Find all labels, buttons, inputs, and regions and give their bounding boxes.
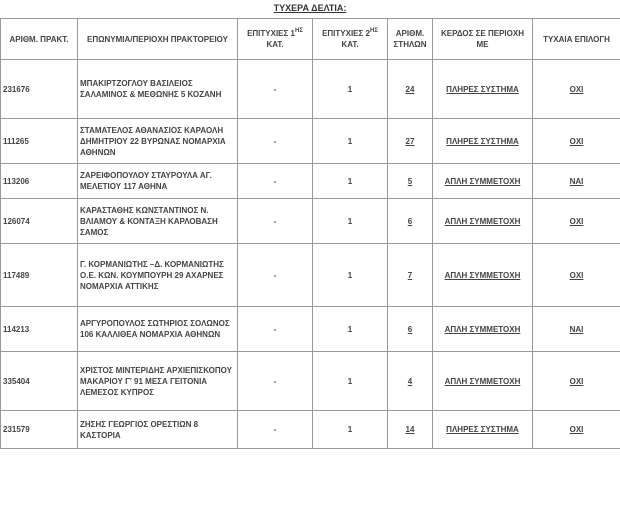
columns-count-cell (388, 411, 433, 449)
random-selection-link[interactable]: ΟΧΙ (569, 376, 584, 386)
agency-name-cell: ΜΠΑΚΙΡΤΖΟΓΛΟΥ ΒΑΣΙΛΕΙΟΣ ΣΑΛΑΜΙΝΟΣ & ΜΕΘΩΝΗΣ 5 ΚΟΖΑΝΗ (78, 60, 238, 119)
agency-no-cell: 113206 (1, 164, 78, 199)
random-selection-cell (533, 244, 620, 307)
random-selection-cell (533, 60, 620, 119)
table-row (1, 60, 620, 119)
first-category-wins-cell: - (238, 119, 313, 164)
first-category-wins-cell: - (238, 411, 313, 449)
random-selection-link[interactable]: ΝΑΙ (569, 324, 584, 334)
columns-count-link[interactable]: 5 (407, 176, 413, 186)
columns-count-link[interactable]: 6 (407, 216, 413, 226)
random-selection-cell (533, 411, 620, 449)
header-agency-name: ΕΠΩΝΥΜΙΑ/ΠΕΡΙΟΧΗ ΠΡΑΚΤΟΡΕΙΟΥ (78, 19, 238, 60)
header-agency-no: ΑΡΙΘΜ. ΠΡΑΚΤ. (1, 19, 78, 60)
table-row (1, 119, 620, 164)
agency-name-cell: ΣΤΑΜΑΤΕΛΟΣ ΑΘΑΝΑΣΙΟΣ ΚΑΡΑΟΛΗ ΔΗΜΗΤΡΙΟΥ 22 ΒΥΡΩΝΑΣ ΝΟΜΑΡΧΙΑ ΑΘΗΝΩΝ (78, 119, 238, 164)
profit-type-link[interactable]: ΠΛΗΡΕΣ ΣΥΣΤΗΜΑ (446, 425, 519, 434)
agency-name-cell: ΚΑΡΑΣΤΑΘΗΣ ΚΩΝΣΤΑΝΤΙΝΟΣ Ν. ΒΛΙΑΜΟΥ & ΚΟΝΤΑΞΗ ΚΑΡΛΟΒΑΣΗ ΣΑΜΟΣ (78, 199, 238, 244)
profit-type-link[interactable]: ΠΛΗΡΕΣ ΣΥΣΤΗΜΑ (446, 84, 519, 94)
header-second-category-wins: ΕΠΙΤΥΧΙΕΣ $2^{H\Sigma}$ ΚΑΤ. (313, 19, 388, 60)
random-selection-link[interactable]: ΟΧΙ (569, 425, 584, 434)
agency-no-cell: 126074 (1, 199, 78, 244)
profit-type-cell (433, 307, 533, 352)
profit-type-cell (433, 119, 533, 164)
lucky-tickets-table (0, 18, 620, 449)
profit-type-link[interactable]: ΠΛΗΡΕΣ ΣΥΣΤΗΜΑ (446, 136, 519, 146)
table-row (1, 199, 620, 244)
agency-no-cell: 231579 (1, 411, 78, 449)
second-category-wins-cell: 1 (313, 60, 388, 119)
columns-count-cell (388, 244, 433, 307)
profit-type-link[interactable]: ΑΠΛΗ ΣΥΜΜΕΤΟΧΗ (444, 176, 521, 186)
first-category-wins-cell: - (238, 352, 313, 411)
columns-count-link[interactable]: 27 (405, 136, 415, 146)
columns-count-link[interactable]: 4 (407, 376, 413, 386)
profit-type-link[interactable]: ΑΠΛΗ ΣΥΜΜΕΤΟΧΗ (444, 216, 521, 226)
second-category-wins-cell: 1 (313, 119, 388, 164)
profit-type-link[interactable]: ΑΠΛΗ ΣΥΜΜΕΤΟΧΗ (444, 270, 521, 280)
table-row (1, 244, 620, 307)
profit-type-cell (433, 60, 533, 119)
columns-count-link[interactable]: 6 (407, 324, 413, 334)
first-category-wins-cell: - (238, 60, 313, 119)
columns-count-cell (388, 199, 433, 244)
columns-count-cell (388, 60, 433, 119)
second-category-wins-cell: 1 (313, 352, 388, 411)
table-header-row (1, 19, 620, 60)
profit-type-cell (433, 244, 533, 307)
header-profit-type: ΚΕΡΔΟΣ ΣΕ ΠΕΡΙΟΧΗ ΜΕ (433, 19, 533, 60)
random-selection-link[interactable]: ΟΧΙ (569, 270, 584, 280)
random-selection-cell (533, 307, 620, 352)
agency-name-cell: Γ. ΚΟΡΜΑΝΙΩΤΗΣ –Δ. ΚΟΡΜΑΝΙΩΤΗΣ Ο.Ε. ΚΩΝ. ΚΟΥΜΠΟΥΡΗ 29 ΑΧΑΡΝΕΣ ΝΟΜΑΡΧΙΑ ΑΤΤΙΚΗΣ (78, 244, 238, 307)
agency-name-cell: ΖΗΣΗΣ ΓΕΩΡΓΙΟΣ ΟΡΕΣΤΙΩΝ 8 ΚΑΣΤΟΡΙΑ (78, 411, 238, 449)
header-first-category-wins: ΕΠΙΤΥΧΙΕΣ $1^{H\Sigma}$ ΚΑΤ. (238, 19, 313, 60)
table-row (1, 307, 620, 352)
page-title: ΤΥΧΕΡΑ ΔΕΛΤΙΑ: (273, 3, 347, 13)
table-row (1, 352, 620, 411)
columns-count-link[interactable]: 24 (405, 84, 415, 94)
agency-no-cell: 335404 (1, 352, 78, 411)
second-category-wins-cell: 1 (313, 199, 388, 244)
first-category-wins-cell: - (238, 244, 313, 307)
profit-type-link[interactable]: ΑΠΛΗ ΣΥΜΜΕΤΟΧΗ (444, 324, 521, 334)
columns-count-cell (388, 119, 433, 164)
profit-type-cell (433, 164, 533, 199)
agency-no-cell: 231676 (1, 60, 78, 119)
columns-count-link[interactable]: 14 (405, 425, 415, 434)
first-category-wins-cell: - (238, 164, 313, 199)
random-selection-cell (533, 119, 620, 164)
random-selection-link[interactable]: ΟΧΙ (569, 216, 584, 226)
first-category-wins-cell: - (238, 199, 313, 244)
profit-type-cell (433, 411, 533, 449)
columns-count-cell (388, 164, 433, 199)
header-random-selection: ΤΥΧΑΙΑ ΕΠΙΛΟΓΗ (533, 19, 620, 60)
second-category-wins-cell: 1 (313, 164, 388, 199)
profit-type-cell (433, 199, 533, 244)
second-category-wins-cell: 1 (313, 307, 388, 352)
agency-name-cell: ΑΡΓΥΡΟΠΟΥΛΟΣ ΣΩΤΗΡΙΟΣ ΣΟΛΩΝΟΣ 106 ΚΑΛΛΙΘΕΑ ΝΟΜΑΡΧΙΑ ΑΘΗΝΩΝ (78, 307, 238, 352)
table-row (1, 164, 620, 199)
agency-no-cell: 117489 (1, 244, 78, 307)
table-row (1, 411, 620, 449)
random-selection-cell (533, 352, 620, 411)
second-category-wins-cell: 1 (313, 411, 388, 449)
second-category-wins-cell: 1 (313, 244, 388, 307)
columns-count-cell (388, 352, 433, 411)
columns-count-link[interactable]: 7 (407, 270, 413, 280)
random-selection-cell (533, 164, 620, 199)
header-columns-count: ΑΡΙΘΜ. ΣΤΗΛΩΝ (388, 19, 433, 60)
agency-no-cell: 114213 (1, 307, 78, 352)
random-selection-link[interactable]: ΝΑΙ (569, 176, 584, 186)
columns-count-cell (388, 307, 433, 352)
random-selection-link[interactable]: ΟΧΙ (569, 84, 584, 94)
agency-no-cell: 111265 (1, 119, 78, 164)
random-selection-cell (533, 199, 620, 244)
profit-type-cell (433, 352, 533, 411)
first-category-wins-cell: - (238, 307, 313, 352)
profit-type-link[interactable]: ΑΠΛΗ ΣΥΜΜΕΤΟΧΗ (444, 376, 521, 386)
agency-name-cell: ΖΑΡΕΙΦΟΠΟΥΛΟΥ ΣΤΑΥΡΟΥΛΑ ΑΓ. ΜΕΛΕΤΙΟΥ 117 ΑΘΗΝΑ (78, 164, 238, 199)
agency-name-cell: ΧΡΙΣΤΟΣ ΜΙΝΤΕΡΙΔΗΣ ΑΡΧΙΕΠΙΣΚΟΠΟΥ ΜΑΚΑΡΙΟΥ Γ' 91 ΜΕΣΑ ΓΕΙΤΟΝΙΑ ΛΕΜΕΣΟΣ ΚΥΠΡΟΣ (78, 352, 238, 411)
random-selection-link[interactable]: ΟΧΙ (569, 136, 584, 146)
